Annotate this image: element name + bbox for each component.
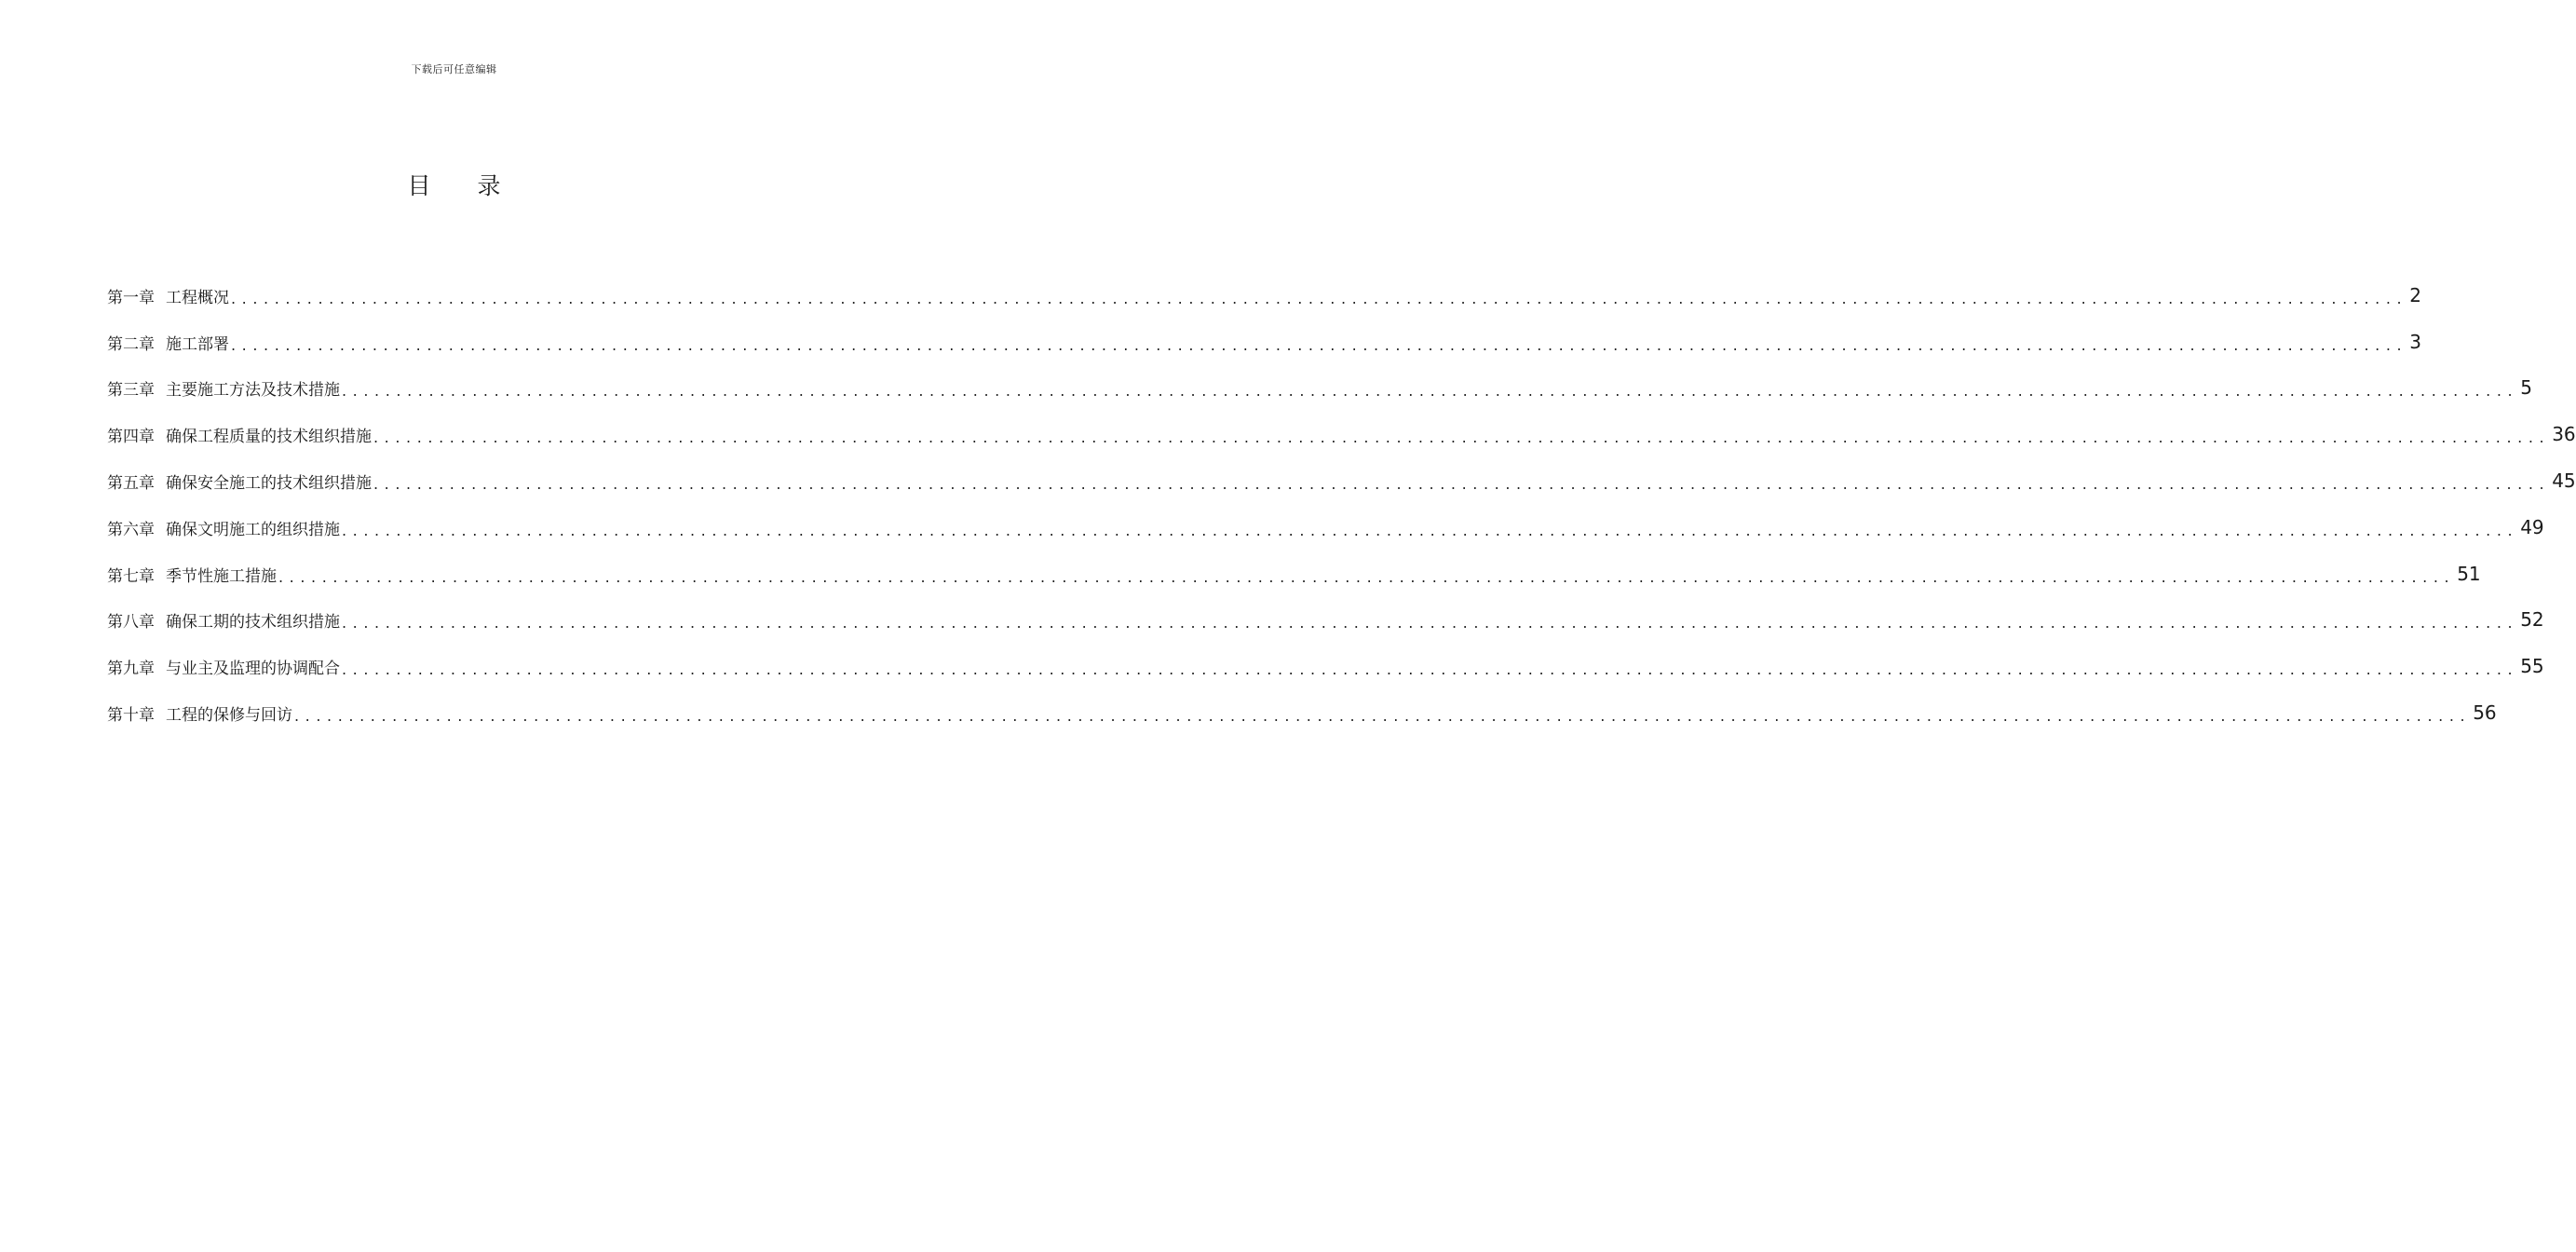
toc-leader-dots: ........................................................................................................................................................................................................	[373, 429, 2551, 447]
toc-chapter-name: 确保工期的技术组织措施	[166, 613, 340, 633]
title-left-char: 目	[407, 172, 431, 199]
toc-entry[interactable]	[107, 539, 2481, 586]
toc-entry[interactable]	[107, 678, 2497, 725]
toc-leader-dots: ........................................................................................................................................................................................................	[342, 660, 2519, 679]
toc-chapter-number: 第三章	[107, 381, 155, 401]
toc-leader-dots: ........................................................................................................................................................................................................	[231, 289, 2408, 307]
toc-chapter-name: 工程的保修与回访	[166, 705, 292, 725]
toc-chapter-number: 第八章	[107, 613, 155, 633]
toc-page-number: 45	[2552, 469, 2576, 492]
toc-chapter-number: 第二章	[107, 334, 155, 354]
toc-page-number: 55	[2520, 655, 2544, 678]
toc-leader-dots: ........................................................................................................................................................................................................	[342, 521, 2519, 539]
toc-entry[interactable]	[107, 586, 2544, 633]
toc-chapter-name: 确保安全施工的技术组织措施	[166, 473, 372, 493]
toc-leader-dots: ........................................................................................................................................................................................................	[294, 706, 2472, 725]
toc-entry[interactable]	[107, 307, 2421, 354]
toc-chapter-number: 第十章	[107, 705, 155, 725]
toc-page-number: 52	[2520, 608, 2544, 632]
header-note: 下载后可任意编辑	[411, 63, 497, 75]
toc-chapter-number: 第四章	[107, 428, 155, 447]
toc-entry[interactable]	[107, 400, 2576, 447]
toc-leader-dots: ........................................................................................................................................................................................................	[342, 382, 2519, 401]
toc-page-number: 49	[2520, 515, 2544, 538]
toc-page-number: 36	[2552, 423, 2576, 446]
toc-chapter-number: 第九章	[107, 660, 155, 679]
toc-entry[interactable]	[107, 354, 2532, 401]
toc-page-number: 3	[2409, 330, 2421, 353]
toc-leader-dots: ........................................................................................................................................................................................................	[278, 567, 2456, 586]
toc-chapter-number: 第七章	[107, 566, 155, 586]
toc-page-number: 51	[2457, 562, 2481, 585]
toc-entry[interactable]	[107, 632, 2544, 679]
toc-chapter-name: 确保文明施工的组织措施	[166, 520, 340, 539]
title-right-char: 录	[477, 172, 501, 199]
toc-chapter-name: 主要施工方法及技术措施	[166, 381, 340, 401]
toc-chapter-number: 第五章	[107, 473, 155, 493]
table-of-contents	[107, 261, 2576, 725]
toc-leader-dots: ........................................................................................................................................................................................................	[231, 335, 2408, 354]
toc-leader-dots: ........................................................................................................................................................................................................	[373, 474, 2551, 493]
toc-chapter-number: 第一章	[107, 288, 155, 307]
toc-entry[interactable]	[107, 446, 2576, 493]
toc-chapter-number: 第六章	[107, 520, 155, 539]
toc-chapter-name: 与业主及监理的协调配合	[166, 660, 340, 679]
toc-leader-dots: ........................................................................................................................................................................................................	[342, 614, 2519, 633]
toc-page-number: 56	[2473, 701, 2497, 724]
toc-chapter-name: 季节性施工措施	[166, 566, 277, 586]
toc-chapter-name: 施工部署	[166, 334, 229, 354]
toc-entry[interactable]	[107, 261, 2421, 307]
toc-page-number: 5	[2520, 376, 2532, 400]
toc-chapter-name: 工程概况	[166, 288, 229, 307]
toc-entry[interactable]	[107, 493, 2544, 539]
page-title	[0, 168, 908, 201]
toc-page-number: 2	[2409, 283, 2421, 306]
toc-chapter-name: 确保工程质量的技术组织措施	[166, 428, 372, 447]
